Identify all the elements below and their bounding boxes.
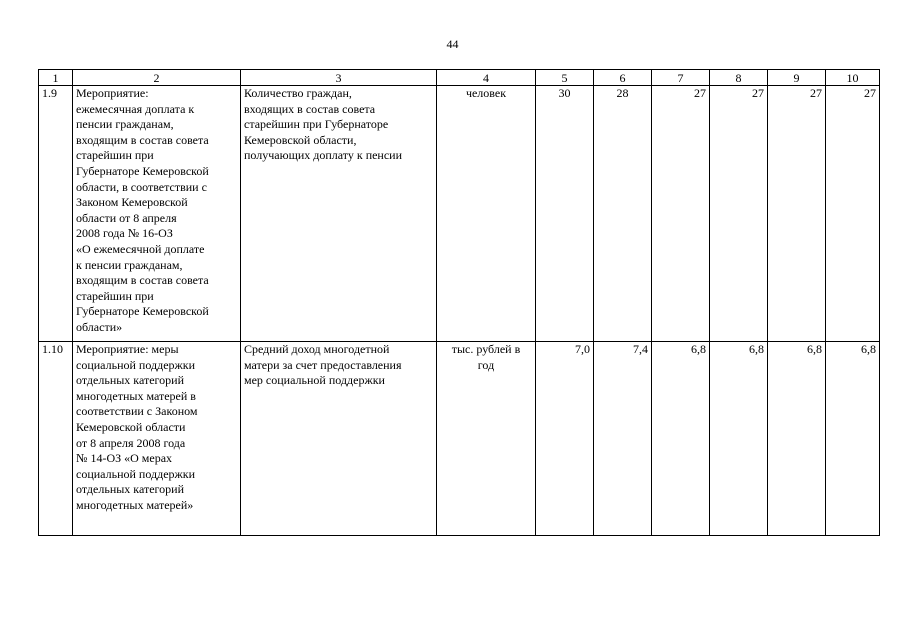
column-header: 2 bbox=[73, 70, 241, 86]
table-row bbox=[39, 86, 880, 342]
value-cell: 6,8 bbox=[652, 342, 710, 536]
indicator-cell: Количество граждан, входящих в состав совета старейшин при Губернаторе Кемеровской области, получающих доплату к пенсии bbox=[241, 86, 437, 342]
value-cell: 27 bbox=[826, 86, 880, 342]
indicator-cell: Средний доход многодетной матери за счет предоставления мер социальной поддержки bbox=[241, 342, 437, 536]
value-cell: 7,4 bbox=[594, 342, 652, 536]
value-cell: 7,0 bbox=[536, 342, 594, 536]
measure-cell: Мероприятие: меры социальной поддержки отдельных категорий многодетных матерей в соответствии с Законом Кемеровской области от 8 апреля 2008 года № 14-ОЗ «О мерах социальной поддержки отдельных категорий многодетных матерей» bbox=[73, 342, 241, 536]
measure-cell: Мероприятие: ежемесячная доплата к пенсии гражданам, входящим в состав совета старейшин при Губернаторе Кемеровской области, в соответствии с Законом Кемеровской области от 8 апреля 2008 года № 16-ОЗ «О ежемесячной доплате к пенсии гражданам, входящим в состав совета старейшин при Губернаторе Кемеровской области» bbox=[73, 86, 241, 342]
value-cell: 27 bbox=[710, 86, 768, 342]
value-cell: 27 bbox=[768, 86, 826, 342]
column-header: 4 bbox=[437, 70, 536, 86]
value-cell: 6,8 bbox=[826, 342, 880, 536]
column-header: 8 bbox=[710, 70, 768, 86]
table-header-row bbox=[39, 70, 880, 86]
value-cell: 6,8 bbox=[768, 342, 826, 536]
column-header: 6 bbox=[594, 70, 652, 86]
column-header: 5 bbox=[536, 70, 594, 86]
unit-cell: человек bbox=[437, 86, 536, 342]
value-cell: 30 bbox=[536, 86, 594, 342]
value-cell: 6,8 bbox=[710, 342, 768, 536]
page-number: 44 bbox=[446, 37, 459, 51]
column-header: 1 bbox=[39, 70, 73, 86]
row-number: 1.10 bbox=[39, 342, 73, 536]
indicators-table bbox=[38, 69, 880, 536]
column-header: 10 bbox=[826, 70, 880, 86]
value-cell: 28 bbox=[594, 86, 652, 342]
unit-cell: тыс. рублей в год bbox=[437, 342, 536, 536]
column-header: 3 bbox=[241, 70, 437, 86]
table-row bbox=[39, 342, 880, 536]
column-header: 7 bbox=[652, 70, 710, 86]
column-header: 9 bbox=[768, 70, 826, 86]
row-number: 1.9 bbox=[39, 86, 73, 342]
value-cell: 27 bbox=[652, 86, 710, 342]
